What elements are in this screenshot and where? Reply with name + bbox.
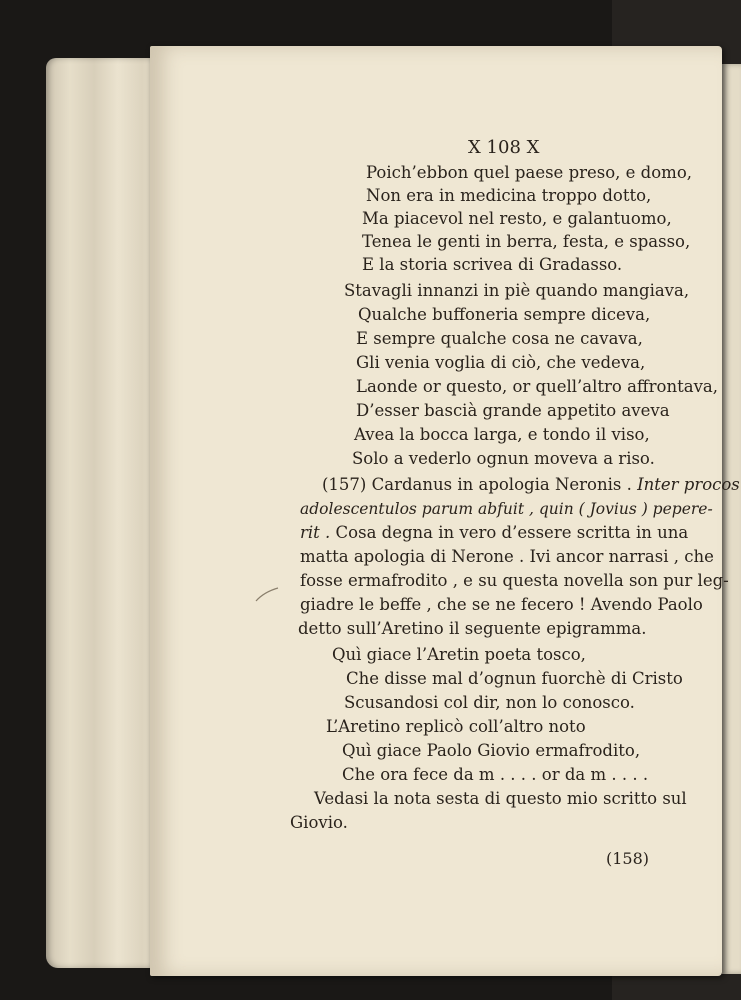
verse-line: Avea la bocca larga, e tondo il viso, [354,425,650,444]
note-text: (157) Cardanus in apologia Neronis . [322,475,632,494]
verse-line: Poich’ebbon quel paese preso, e domo, [366,163,693,182]
closing-line: Vedasi la nota sesta di questo mio scritto sul [314,789,687,808]
note-text: Cosa degna in vero d’essere scritta in una [335,523,689,542]
note-line [322,475,740,495]
epigram-line: Quì giace Paolo Giovio ermafrodito, [342,741,641,760]
note-line [300,523,688,543]
verse-line: E la storia scrivea di Gradasso. [362,255,623,274]
pencil-mark-icon [254,586,280,604]
epigram-line: Scusandosi col dir, non lo conosco. [344,693,635,712]
verse-line: Solo a vederlo ognun moveva a riso. [352,449,655,468]
note-line: giadre le beffe , che se ne fecero ! Avendo Paolo [300,595,703,614]
note-line: fosse ermafrodito , e su questa novella son pur leg- [300,571,729,590]
facing-page-edge [722,64,741,974]
verse-line: Ma piacevol nel resto, e galantuomo, [362,209,672,228]
note-latin-line: adolescentulos parum abfuit , quin ( Jovius ) pepere- [300,500,713,518]
verse-line: Gli venia voglia di ciò, che vedeva, [356,353,646,372]
note-latin-text: rit . [300,523,331,542]
verse-line: Stavagli innanzi in piè quando mangiava, [344,281,690,300]
closing-line: Giovio. [290,813,348,832]
note-line: detto sull’Aretino il seguente epigramma. [298,619,647,638]
verse-line: Laonde or questo, or quell’altro affrontava, [356,377,718,396]
note-line: matta apologia di Nerone . Ivi ancor narrasi , che [300,547,714,566]
epigram-line: Quì giace l’Aretin poeta tosco, [332,645,586,664]
epigram-line: Che ora fece da m . . . . or da m . . . . [342,765,649,784]
verse-line: E sempre qualche cosa ne cavava, [356,329,643,348]
verse-line: D’esser bascià grande appetito aveva [356,401,670,420]
reply-intro-line: L’Aretino replicò coll’altro noto [326,717,586,736]
verse-line: Qualche buffoneria sempre diceva, [358,305,651,324]
catchword: (158) [606,849,650,868]
verse-line: Tenea le genti in berra, festa, e spasso, [362,232,691,251]
note-latin-text: Inter procos [637,475,740,494]
verse-line: Non era in medicina troppo dotto, [366,186,652,205]
page-number: X 108 X [468,137,540,158]
epigram-line: Che disse mal d’ognun fuorchè di Cristo [346,669,683,688]
book-page-edges [46,58,166,968]
